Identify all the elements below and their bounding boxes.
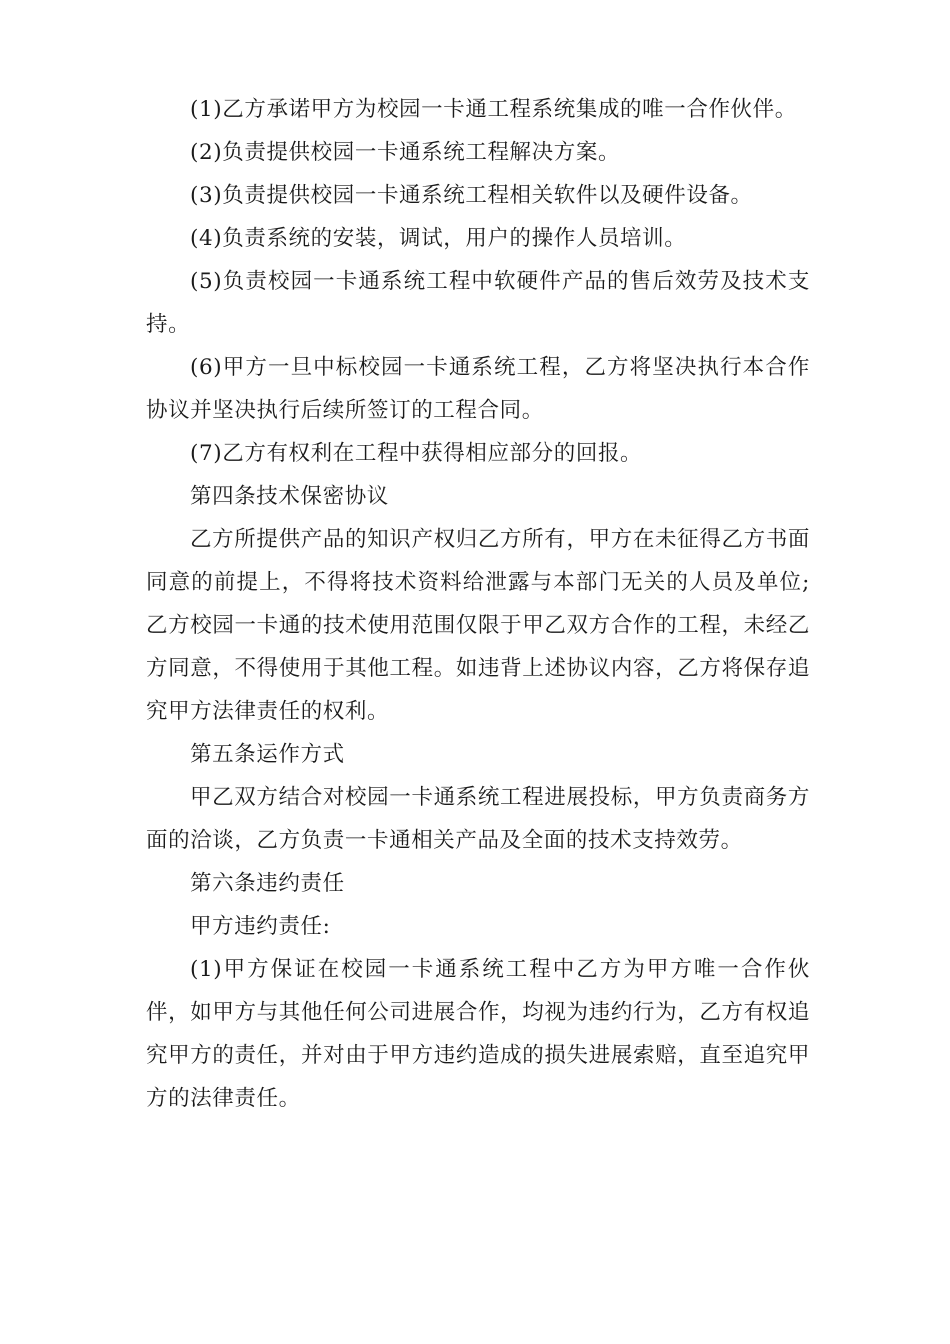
clause-item-6: (6)甲方一旦中标校园一卡通系统工程，乙方将坚决执行本合作协议并坚决执行后续所签订的工程合同。 [146, 355, 810, 423]
document-body [146, 88, 810, 1120]
party-a-liability-heading: 甲方违约责任: [190, 914, 331, 939]
clause-item-3: (3)负责提供校园一卡通系统工程相关软件以及硬件设备。 [190, 183, 753, 208]
clause-item-1: (1)乙方承诺甲方为校园一卡通工程系统集成的唯一合作伙伴。 [190, 97, 797, 122]
article-6-heading: 第六条违约责任 [190, 871, 345, 896]
party-a-liability-item-1: (1)甲方保证在校园一卡通系统工程中乙方为甲方唯一合作伙伴，如甲方与其他任何公司进展合作，均视为违约行为，乙方有权追究甲方的责任，并对由于甲方违约造成的损失进展索赔，直至追究甲方的法律责任。 [146, 957, 810, 1111]
clause-item-7: (7)乙方有权利在工程中获得相应部分的回报。 [190, 441, 643, 466]
article-4-heading: 第四条技术保密协议 [190, 484, 389, 509]
article-4-body: 乙方所提供产品的知识产权归乙方所有，甲方在未征得乙方书面同意的前提上，不得将技术资料给泄露与本部门无关的人员及单位;乙方校园一卡通的技术使用范围仅限于甲乙双方合作的工程，未经乙方同意，不得使用于其他工程。如违背上述协议内容，乙方将保存追究甲方法律责任的权利。 [146, 527, 810, 724]
clause-item-2: (2)负责提供校园一卡通系统工程解决方案。 [190, 140, 621, 165]
clause-item-4: (4)负责系统的安装，调试，用户的操作人员培训。 [190, 226, 687, 251]
article-5-heading: 第五条运作方式 [190, 742, 345, 767]
article-5-body: 甲乙双方结合对校园一卡通系统工程进展投标，甲方负责商务方面的洽谈，乙方负责一卡通相关产品及全面的技术支持效劳。 [146, 785, 810, 853]
clause-item-5: (5)负责校园一卡通系统工程中软硬件产品的售后效劳及技术支持。 [146, 269, 810, 337]
